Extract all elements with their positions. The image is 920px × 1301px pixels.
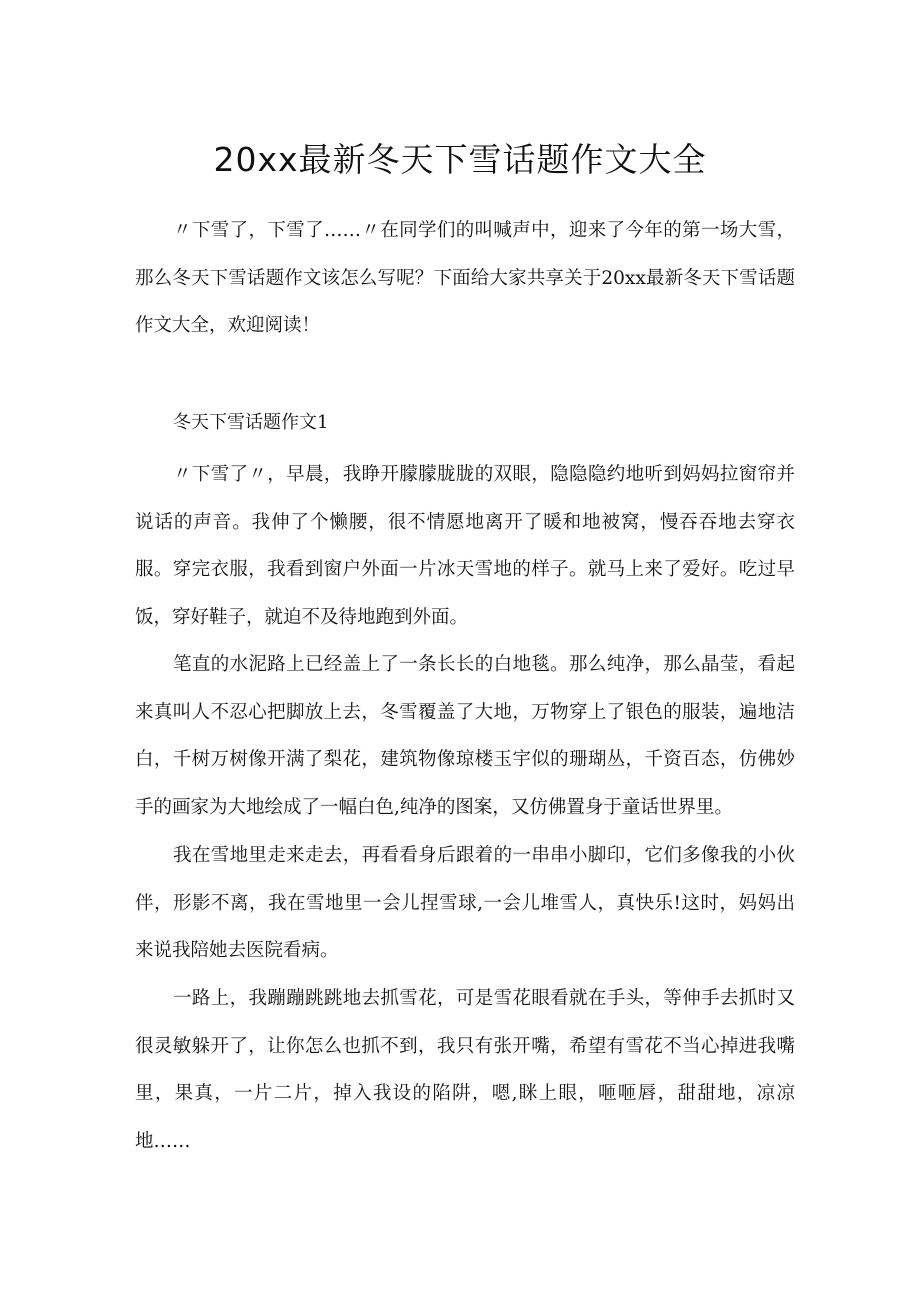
body-paragraph-2: 笔直的水泥路上已经盖上了一条长长的白地毯。那么纯净，那么晶莹，看起来真叫人不忍心把脚放上去，冬雪覆盖了大地，万物穿上了银色的服装，遍地洁白，千树万树像开满了梨花，建筑物像琼楼玉宇似的珊瑚丛，千资百态，仿佛妙手的画家为大地绘成了一幅白色,纯净的图案，又仿佛置身于童话世界里。 (135, 654, 795, 818)
section-heading: 冬天下雪话题作文1 (173, 412, 329, 433)
body-paragraph-4: 一路上，我蹦蹦跳跳地去抓雪花，可是雪花眼看就在手头，等伸手去抓时又很灵敏躲开了，让你怎么也抓不到，我只有张开嘴，希望有雪花不当心掉进我嘴里，果真，一片二片，掉入我设的陷阱，嗯,眯上眼，咂咂唇，甜甜地，凉凉地…… (135, 988, 795, 1152)
document-title: 20xx最新冬天下雪话题作文大全 (213, 140, 707, 179)
body-paragraph-1: 〃下雪了〃，早晨，我睁开朦朦胧胧的双眼，隐隐隐约地听到妈妈拉窗帘并说话的声音。我伸了个懒腰，很不情愿地离开了暖和地被窝，慢吞吞地去穿衣服。穿完衣服，我看到窗户外面一片冰天雪地的样子。就马上来了爱好。吃过早饭，穿好鞋子，就迫不及待地跑到外面。 (135, 464, 795, 628)
body-paragraph-3: 我在雪地里走来走去，再看看身后跟着的一串串小脚印，它们多像我的小伙伴，形影不离，我在雪地里一会儿捏雪球,一会儿堆雪人，真快乐!这时，妈妈出来说我陪她去医院看病。 (135, 845, 795, 961)
intro-paragraph: 〃下雪了，下雪了……〃在同学们的叫喊声中，迎来了今年的第一场大雪，那么冬天下雪话题作文该怎么写呢？下面给大家共享关于20xx最新冬天下雪话题作文大全，欢迎阅读！ (135, 220, 795, 336)
